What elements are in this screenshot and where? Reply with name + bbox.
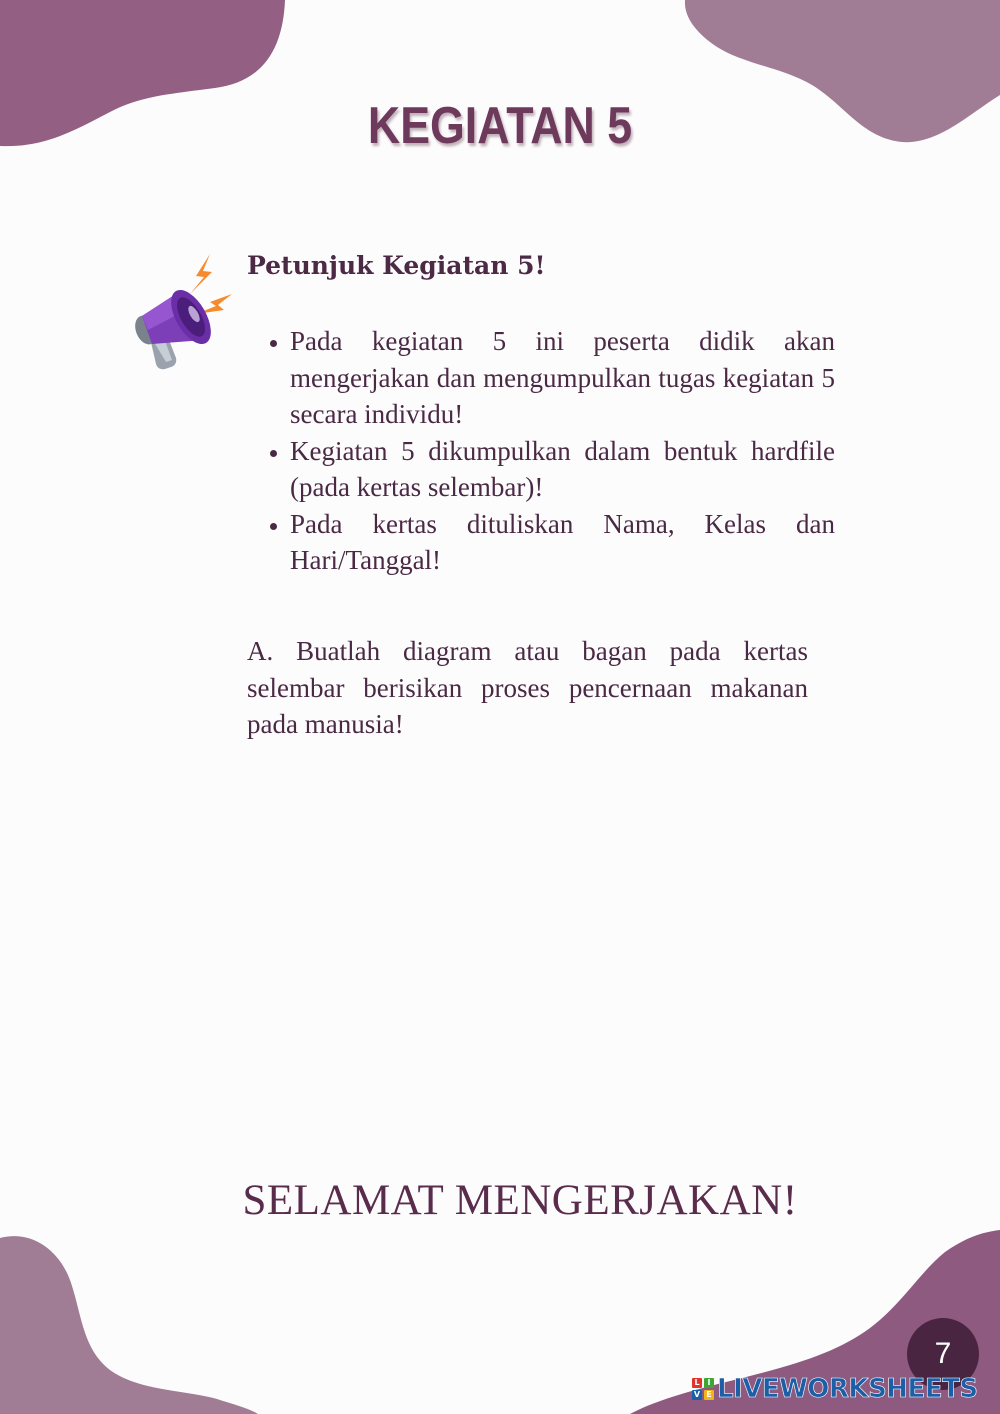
page-number: 7: [934, 1337, 952, 1370]
task-text: A. Buatlah diagram atau bagan pada kertas selembar berisikan proses pencernaan makanan pada manusia!: [247, 636, 808, 739]
page-title: KEGIATAN 5: [367, 97, 633, 155]
list-item: • Kegiatan 5 dikumpulkan dalam bentuk hardfile (pada kertas selembar)!: [290, 433, 835, 506]
watermark-text: LIVEWORKSHEETS: [717, 1374, 978, 1404]
instructions-list: [263, 323, 835, 579]
list-item: • Pada kertas dituliskan Nama, Kelas dan Hari/Tanggal!: [290, 506, 835, 579]
bottom-left-decoration: [0, 1230, 270, 1414]
instructions-heading: Petunjuk Kegiatan 5!: [247, 251, 546, 280]
closing-text: SELAMAT MENGERJAKAN!: [242, 1177, 798, 1224]
liveworksheets-logo-icon: L I V E: [692, 1378, 714, 1400]
liveworksheets-watermark: [692, 1371, 978, 1407]
megaphone-icon: [128, 250, 238, 375]
list-item: • Pada kegiatan 5 ini peserta didik akan mengerjakan dan mengumpulkan tugas kegiatan 5 secara individu!: [290, 323, 835, 433]
